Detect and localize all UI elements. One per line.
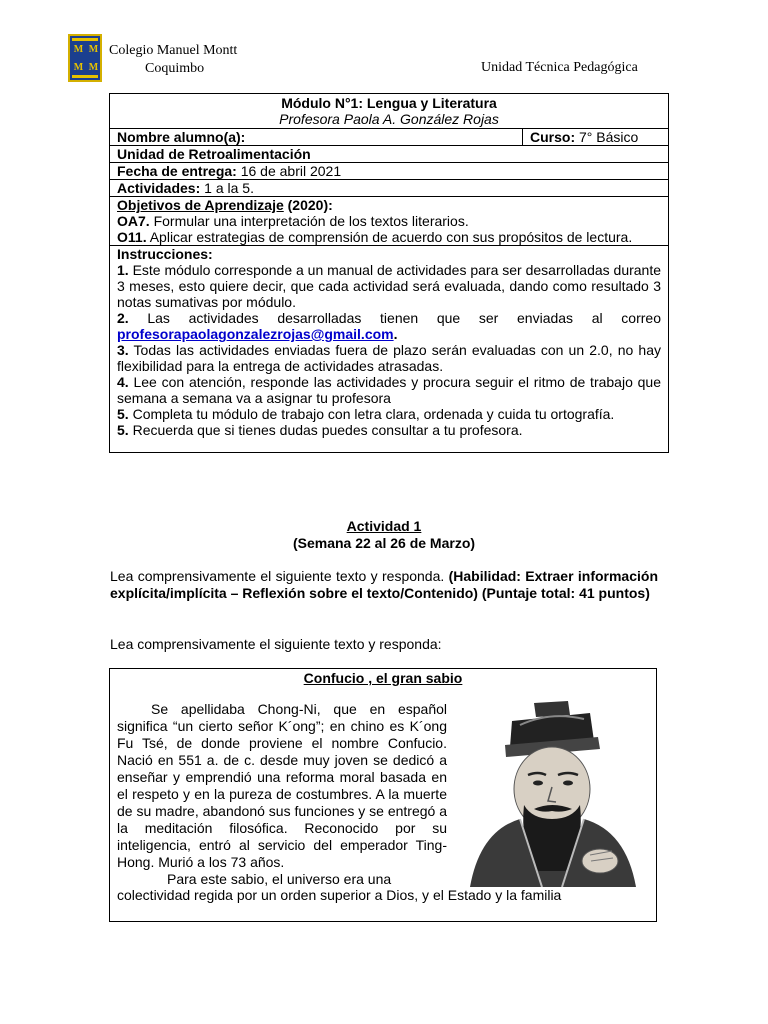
reading-title: Confucio , el gran sabio [303,670,463,686]
school-name: Colegio Manuel Montt [109,43,238,58]
logo-letter: M [88,62,99,73]
activities-cell [110,180,669,197]
instruction-item: 3. Todas las actividades enviadas fuera de plazo serán evaluadas con un 2.0, no hay flexibilidad para la entrega de actividades atrasadas. [117,342,661,374]
student-name-label: Nombre alumno(a): [117,129,246,145]
unit-name: Unidad Técnica Pedagógica [481,60,638,75]
date-label: Fecha de entrega: [117,163,237,179]
reading-paragraph-1: Se apellidaba Chong-Ni, que en español significa “un cierto señor K´ong”; en chino es K´ong Fu Tsé, de donde proviene el nombre Confucio. Nació en 551 a. de c. desde muy joven se dedicó a enseñar y emprendió una reforma moral basada en el respeto y en la pureza de costumbres. A la muerte de su madre, abandonó sus funciones y se entregó a la meditación filosófica. Reconocido por su inteligencia, entró al servicio del emperador Ting-Hong. Murió a los 73 años. Para este sabio, el universo era una [117,701,447,887]
date-cell [110,163,669,180]
instruction-item: 4. Lee con atención, responde las actividades y procura seguir el ritmo de trabajo que semana a semana va a asignar tu profesora [117,374,661,406]
confucius-portrait [450,701,648,887]
logo-letter: M [73,62,84,73]
activity-title: Actividad 1 [346,518,422,534]
activity-intro [110,568,658,602]
activity-intro-2: Lea comprensivamente el siguiente texto y responda: [110,636,442,652]
o11-code: O11. [117,229,147,245]
course-value: 7° Básico [575,129,639,145]
school-header [109,42,237,78]
unit-cell [110,146,669,163]
logo-letter: M [73,44,84,55]
unit-label: Unidad de Retroalimentación [117,146,311,162]
school-city: Coquimbo [145,61,205,76]
instruction-item: 5. Recuerda que si tienes dudas puedes consultar a tu profesora. [117,422,523,438]
module-title-cell [110,94,669,129]
reading-paragraph-2: colectividad regida por un orden superior a Dios, y el Estado y la familia [117,887,562,903]
course-cell [523,129,669,146]
instructions-cell [110,246,669,453]
teacher-email-link[interactable]: profesorapaolagonzalezrojas@gmail.com [117,326,394,342]
instruction-item: 5. Completa tu módulo de trabajo con letra clara, ordenada y cuida tu ortografía. [117,406,615,422]
logo-band [72,75,98,78]
logo-band [72,38,98,41]
objectives-cell [110,197,669,246]
instructions-label: Instrucciones: [117,246,213,262]
reading-paragraph-2-start: Para este sabio, el universo era una [167,871,392,887]
reading-box [109,668,657,922]
logo-letter: M [88,44,99,55]
oa7-code: OA7. [117,213,150,229]
objectives-label: Objetivos de Aprendizaje [117,197,284,213]
objectives-year: (2020): [283,197,333,213]
activity-intro-skills: (Habilidad: Extraer información explícita/implícita – Reflexión sobre el texto/Contenido) (Puntaje total: 41 puntos) [110,568,659,601]
activities-label: Actividades: [117,180,201,196]
activity-heading [0,518,768,552]
activity-week: (Semana 22 al 26 de Marzo) [292,535,476,551]
teacher-name: Profesora Paola A. González Rojas [279,111,499,127]
instruction-item: 2. Las actividades desarrolladas tienen que ser enviadas al correo profesorapaolagonzalezrojas@gmail.com. [117,310,661,342]
oa7-text: Formular una interpretación de los textos literarios. [149,213,469,229]
school-logo [68,34,102,82]
date-value: 16 de abril 2021 [236,163,342,179]
student-name-cell[interactable] [110,129,523,146]
course-label: Curso: [530,129,576,145]
o11-text: Aplicar estrategias de comprensión de acuerdo con sus propósitos de lectura. [146,229,633,245]
module-title: Módulo N°1: Lengua y Literatura [281,95,497,111]
instruction-item: 1. Este módulo corresponde a un manual de actividades para ser desarrolladas durante 3 meses, esto quiere decir, que cada actividad será evaluada, dando como resultado 3 notas sumativas por módulo. [117,262,662,310]
activities-value: 1 a la 5. [200,180,254,196]
module-info-table [109,93,669,453]
activity-intro-plain: Lea comprensivamente el siguiente texto y responda. [110,568,449,584]
